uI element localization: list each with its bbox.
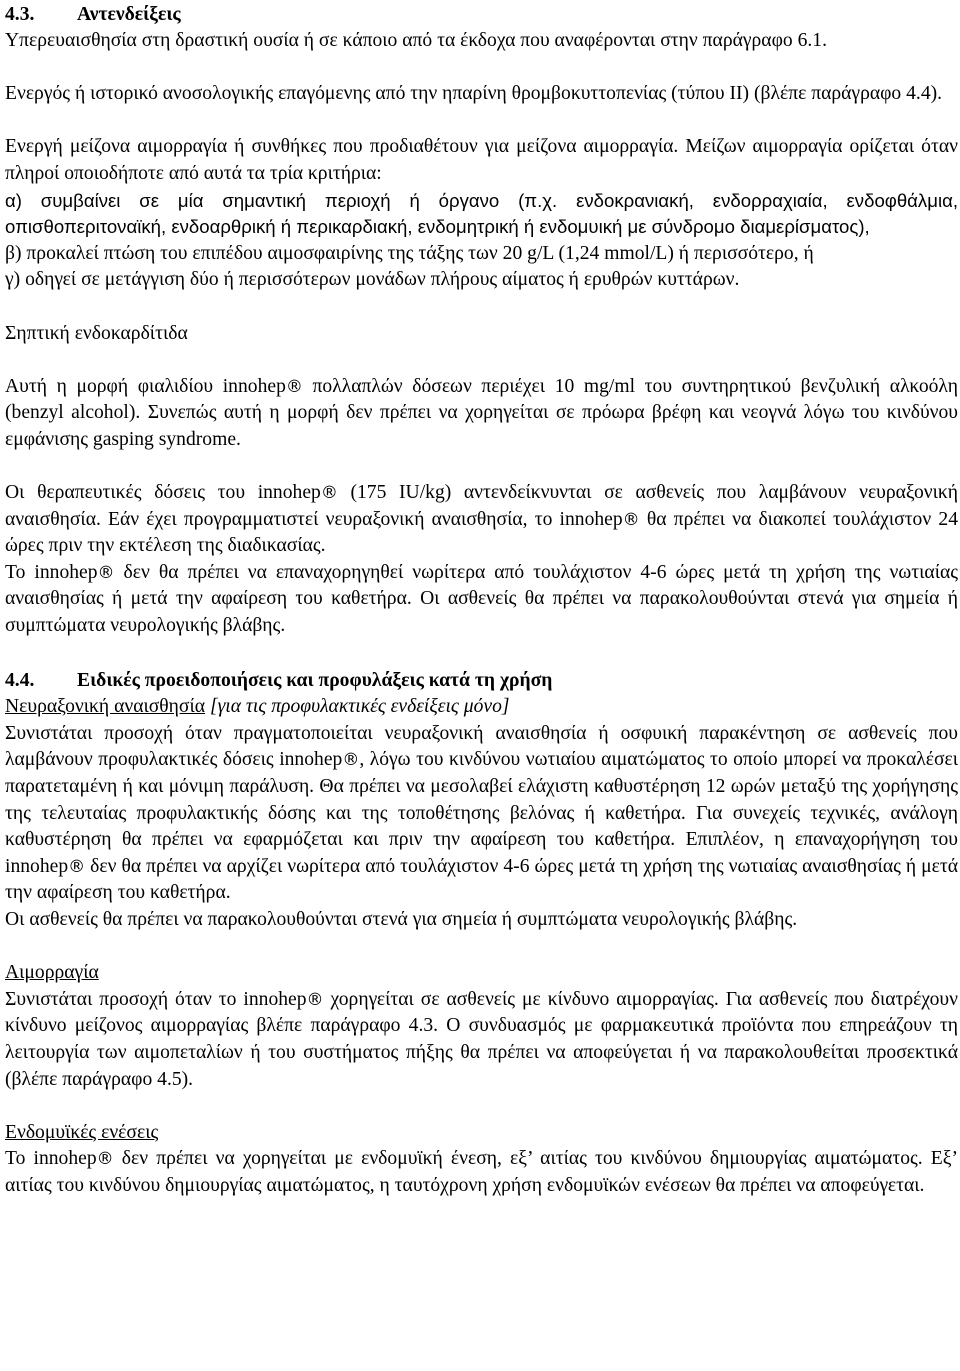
paragraph-benzyl-alcohol: Αυτή η μορφή φιαλιδίου innohep® πολλαπλών δόσεων περιέχει 10 mg/ml του συντηρητικού βενζυλική αλκοόλη (benzyl alcohol). Συνεπώς αυτή η μορφή δεν πρέπει να χορηγείται σε πρόωρα βρέφη και νεογνά λόγω του κινδύνου εμφάνισης gasping syndrome. [5, 375, 959, 450]
criterion-a: α) συμβαίνει σε μία σημαντική περιοχή ή όργανο (π.χ. ενδοκρανιακή, ενδορραχιαία, ενδοφθάλμια, οπισθοπεριτοναϊκή, ενδοαρθρική ή περικαρδιακή, ενδομητρική ή ενδομυική με σύνδρομο διαμερίσματος), [5, 189, 958, 238]
section-title: Ειδικές προειδοποιήσεις και προφυλάξεις κατά τη χρήση [77, 670, 553, 692]
paragraph-endocarditis: Σηπτική ενδοκαρδίτιδα [5, 322, 188, 344]
paragraph-major-bleeding: Ενεργή μείζονα αιμορραγία ή συνθήκες που προδιαθέτουν για μείζονα αιμορραγία. Μείζων αιμορραγία ορίζεται όταν πληροί οποιοδήποτε από αυτά τα τρία κριτήρια: [5, 136, 958, 184]
subheading-neuraxial: Νευραξονική αναισθησία [για τις προφυλακτικές ενδείξεις μόνο] [5, 696, 510, 718]
registered-icon: ® [306, 989, 324, 1010]
section-title: Αντενδείξεις [77, 4, 181, 25]
paragraph-neuro-monitoring: Οι ασθενείς θα πρέπει να παρακολουθούνται στενά για σημεία ή συμπτώματα νευρολογικής βλάβης. [5, 909, 798, 930]
section-heading-4-3 [5, 1, 958, 28]
section-number: 4.4. [5, 670, 35, 692]
registered-icon: ® [342, 750, 360, 771]
registered-icon: ® [97, 562, 115, 583]
criterion-c: γ) οδηγεί σε μετάγγιση δύο ή περισσότερων μονάδων πλήρους αίματος ή ερυθρών κυττάρων. [5, 269, 740, 291]
paragraph-im-injections: Το innohep® δεν πρέπει να χορηγείται με ενδομυϊκή ένεση, εξ’ αιτίας του κινδύνου δημιουργίας αιματώματος. Εξ’ αιτίας του κινδύνου δημιουργίας αιματώματος, η ταυτόχρονη χρήση ενδομυϊκών ενέσεων θα πρέπει να αποφεύγεται. [5, 1148, 958, 1196]
registered-icon: ® [96, 1149, 114, 1170]
paragraph-therapeutic-doses: Οι θεραπευτικές δόσεις του innohep® (175 IU/kg) αντενδείκνυνται σε ασθενείς που λαμβάνουν νευραξονική αναισθησία. Εάν έχει προγραμματιστεί νευραξονική αναισθησία, το innohep® θα πρέπει να διακοπεί τουλάχιστον 24 ώρες πριν την εκτέλεση της διαδικασίας. [5, 482, 958, 557]
section-number: 4.3. [5, 4, 35, 25]
subheading-im-injections: Ενδομυϊκές ενέσεις [5, 1121, 159, 1143]
registered-icon: ® [285, 376, 303, 397]
paragraph-neuraxial: Συνιστάται προσοχή όταν πραγματοποιείται νευραξονική αναισθησία ή οσφυική παρακέντηση σε ασθενείς που λαμβάνουν προφυλακτικές δόσεις innohep®, λόγω του κινδύνου νωτιαίου αιματώματος το οποίο μπορεί να προκαλέσει παρατεταμένη ή και μόνιμη παράλυση. Θα πρέπει να μεσολαβεί ελάχιστη καθυστέρηση 12 ωρών μεταξύ της χορήγησης της τελευταίας προφυλακτικής δόσης και της τοποθέτησης βελόνας ή καθετήρα. Για συνεχείς τεχνικές, ανάλογη καθυστέρηση θα πρέπει να εφαρμόζεται και πριν την αφαίρεση του καθετήρα. Επιπλέον, η επαναχορήγηση του innohep® δεν θα πρέπει να αρχίζει νωρίτερα από τουλάχιστον 4-6 ώρες μετά τη χρήση της νωτιαίας αναισθησίας ή μετά την αφαίρεση του καθετήρα. [5, 722, 959, 904]
paragraph-readministration: Το innohep® δεν θα πρέπει να επαναχορηγηθεί νωρίτερα από τουλάχιστον 4-6 ώρες μετά τη χρήση της νωτιαίας αναισθησίας ή μετά την αφαίρεση του καθετήρα. Οι ασθενείς θα πρέπει να παρακολουθούνται στενά για σημεία ή συμπτώματα νευρολογικής βλάβης. [5, 561, 958, 637]
paragraph-hit: Ενεργός ή ιστορικό ανοσολογικής επαγόμενης από την ηπαρίνη θρομβοκυττοπενίας (τύπου ΙΙ) (βλέπε παράγραφο 4.4). [5, 83, 943, 105]
criterion-b: β) προκαλεί πτώση του επιπέδου αιμοσφαιρίνης της τάξης των 20 g/L (1,24 mmol/L) ή περισσότερο, ή [5, 242, 814, 264]
registered-icon: ® [320, 483, 338, 504]
registered-icon: ® [622, 509, 640, 530]
section-heading-4-4 [5, 667, 958, 694]
registered-icon: ® [68, 856, 86, 877]
paragraph-hypersensitivity: Υπερευαισθησία στη δραστική ουσία ή σε κάποιο από τα έκδοχα που αναφέρονται στην παράγραφο 6.1. [5, 30, 827, 51]
paragraph-bleeding: Συνιστάται προσοχή όταν το innohep® χορηγείται σε ασθενείς με κίνδυνο αιμορραγίας. Για ασθενείς που διατρέχουν κίνδυνο μείζονος αιμορραγίας βλέπε παράγραφο 4.3. Ο συνδυασμός με φαρμακευτικά προϊόντα που επηρεάζουν τη λειτουργία των αιμοπεταλίων ή του συστήματος πήξης θα πρέπει να αποφεύγεται ή να παρακολουθείται προσεκτικά (βλέπε παράγραφο 4.5). [5, 988, 958, 1090]
subheading-bleeding: Αιμορραγία [5, 962, 99, 984]
document-page [5, 0, 958, 1200]
